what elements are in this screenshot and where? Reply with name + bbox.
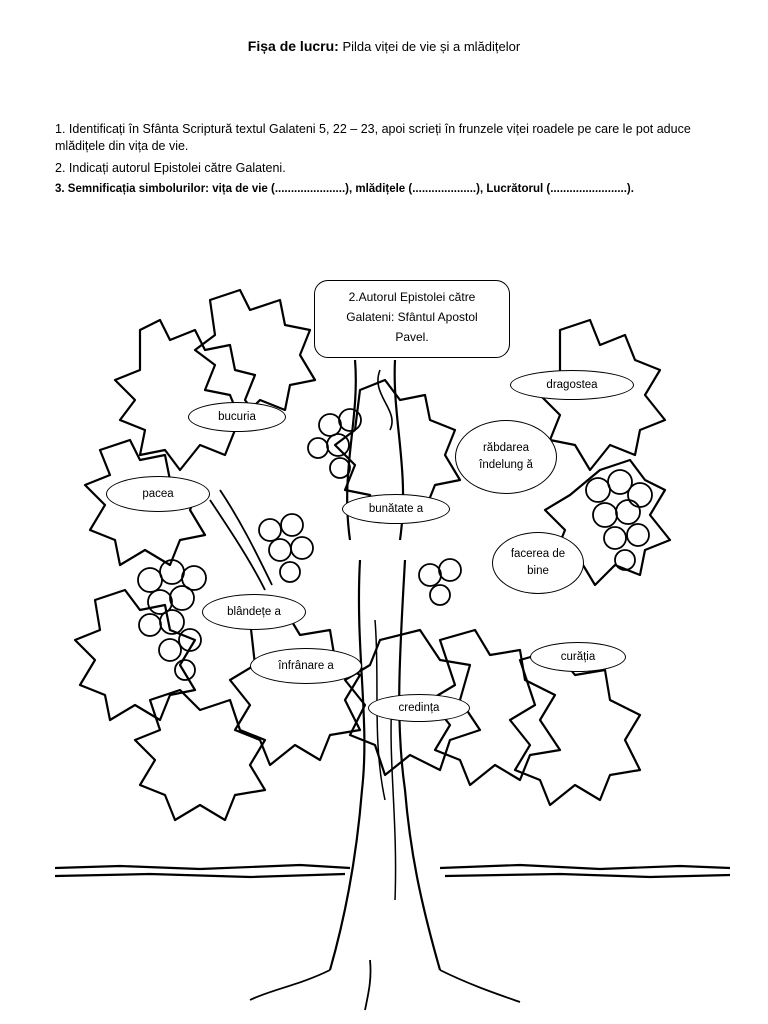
leaf-lower-left-2 <box>135 690 265 820</box>
fruit-infranare: înfrânare a <box>250 648 362 684</box>
author-answer-box: 2.Autorul Epistolei către Galateni: Sfântul Apostol Pavel. <box>314 280 510 358</box>
roots <box>250 960 520 1010</box>
fruit-credinta: credința <box>368 694 470 722</box>
fruit-bunatate: bunătate a <box>342 494 450 524</box>
instruction-1: 1. Identificați în Sfânta Scriptură textul Galateni 5, 22 – 23, apoi scrieți în frunzele viței roadele pe care le pot aduce mlădițele din vița de vie. <box>55 122 691 153</box>
leaf-top-center-left <box>195 290 315 420</box>
fruit-facerea-de-bine: facerea de bine <box>492 532 584 594</box>
fruit-blandete: blândețe a <box>202 594 306 630</box>
tendril-left <box>210 500 265 590</box>
leaf-bottom-right <box>510 650 640 805</box>
trunk-texture <box>375 620 396 900</box>
tendril-left-2 <box>220 490 272 585</box>
grape-cluster-left <box>138 560 206 680</box>
ground-line <box>55 865 730 869</box>
fruit-pacea: pacea <box>106 476 210 512</box>
leaf-lower-center <box>230 610 360 765</box>
ground-line-lower <box>55 874 730 877</box>
leaf-left-top <box>115 320 260 470</box>
title-rest: Pilda viței de vie și a mlădițelor <box>342 39 521 54</box>
grape-cluster-right <box>586 470 652 570</box>
title-bold: Fișa de lucru: <box>247 38 339 54</box>
trunk <box>330 560 440 970</box>
instruction-3: 3. Semnificația simbolurilor: vița de vie (......................), mlădițele (....................), Lucrătorul (........................). <box>55 183 634 195</box>
fruit-curatia: curăția <box>530 642 626 672</box>
fruit-bucuria: bucuria <box>188 402 286 432</box>
fruit-dragostea: dragostea <box>510 370 634 400</box>
instruction-2: 2. Indicați autorul Epistolei către Galateni. <box>55 161 286 175</box>
fruit-rabdarea: răbdarea îndelung ă <box>455 420 557 494</box>
